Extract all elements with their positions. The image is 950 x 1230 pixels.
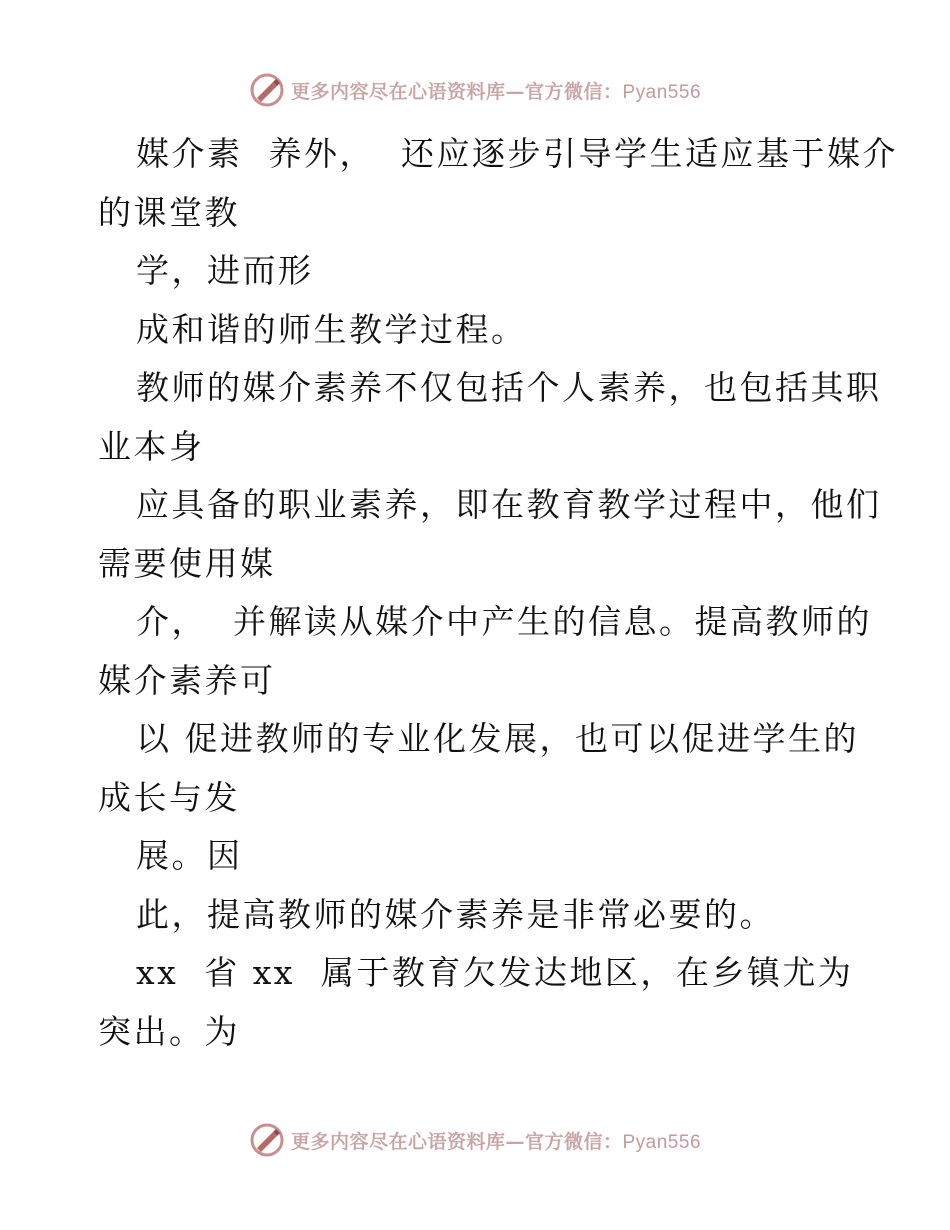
text-line: 媒介素养可 — [98, 660, 276, 700]
text-line: 突出。为 — [98, 1011, 240, 1051]
text-line: 展。因 — [136, 836, 243, 875]
header-watermark — [0, 70, 950, 110]
document-body — [98, 125, 898, 1061]
text-line: 成长与发 — [98, 777, 240, 817]
footer-watermark — [0, 1120, 950, 1160]
text-line: 需要使用媒 — [98, 543, 276, 583]
watermark-text — [291, 1127, 701, 1154]
watermark-slogan: 更多内容尽在心语资料库—官方微信： — [290, 1130, 623, 1153]
watermark-wechat-id: Pyan556 — [622, 81, 702, 103]
text-line: 媒介素 养外， 还应逐步引导学生适应基于媒介 — [136, 134, 898, 173]
text-line: xx 省 xx 属于教育欠发达地区，在乡镇尤为 — [136, 953, 854, 992]
text-line: 介， 并解读从媒介中产生的信息。提高教师的 — [136, 602, 872, 641]
text-line: 学，进而形 — [136, 251, 314, 290]
text-line: 应具备的职业素养，即在教育教学过程中，他们 — [136, 485, 882, 524]
watermark-text — [291, 77, 701, 104]
text-line: 此，提高教师的媒介素养是非常必要的。 — [136, 894, 775, 934]
text-line: 的课堂教 — [98, 192, 240, 232]
text-line: 教师的媒介素养不仅包括个人素养，也包括其职 — [136, 368, 882, 407]
watermark-wechat-id: Pyan556 — [622, 1131, 702, 1153]
watermark-slogan: 更多内容尽在心语资料库—官方微信： — [290, 80, 623, 103]
pen-seal-logo-icon — [249, 1122, 285, 1158]
text-line: 业本身 — [98, 426, 205, 466]
text-line: 成和谐的师生教学过程。 — [136, 309, 527, 349]
text-line: 以 促进教师的专业化发展，也可以促进学生的 — [136, 719, 859, 758]
pen-seal-logo-icon — [249, 72, 285, 108]
